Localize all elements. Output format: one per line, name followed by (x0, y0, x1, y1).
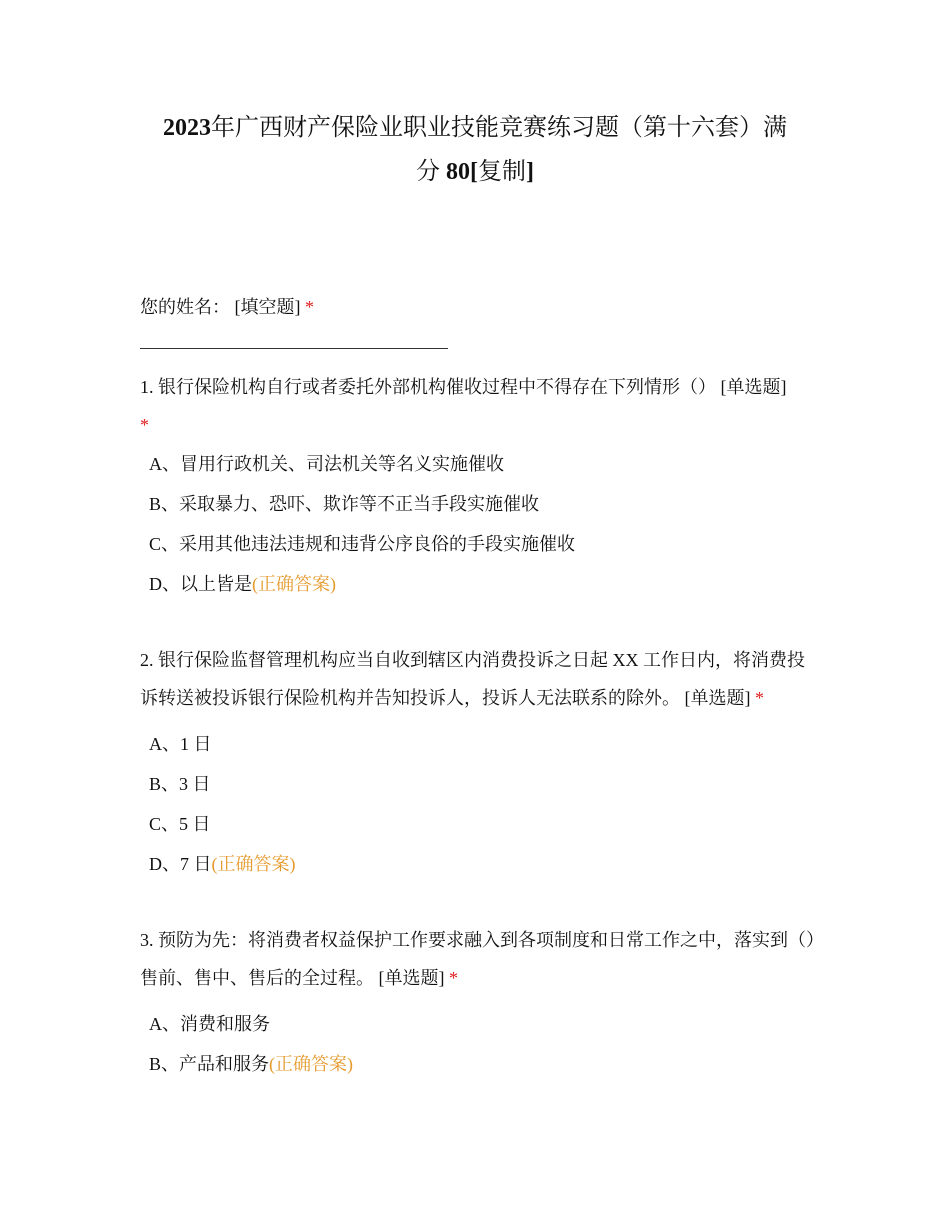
name-label: 您的姓名： (140, 297, 230, 317)
option-text: C、5 日 (149, 814, 211, 834)
question-1 (140, 368, 815, 444)
correct-answer-mark: (正确答案) (211, 854, 296, 874)
title-score: 80 (446, 159, 470, 185)
required-mark: * (305, 297, 314, 317)
q1-option-b[interactable] (149, 492, 539, 516)
q2-option-c[interactable] (149, 812, 211, 836)
name-type: [填空题] (234, 297, 301, 317)
copy-label: 复制 (478, 159, 526, 185)
required-mark: * (140, 415, 149, 435)
option-text: A、消费和服务 (149, 1014, 270, 1034)
option-text: D、以上皆是 (149, 574, 252, 594)
option-text: A、1 日 (149, 734, 212, 754)
q2-option-b[interactable] (149, 772, 211, 796)
q2-option-d[interactable] (149, 852, 296, 876)
question-text: 2. 银行保险监督管理机构应当自收到辖区内消费投诉之日起 XX 工作日内，将消费投诉转送被投诉银行保险机构并告知投诉人，投诉人无法联系的除外。 [单选题] (140, 650, 805, 708)
question-text: 3. 预防为先：将消费者权益保护工作要求融入到各项制度和日常工作之中，落实到（）售前、售中、售后的全过程。 [单选题] (140, 930, 815, 988)
title-year: 2023 (163, 115, 211, 141)
option-text: A、冒用行政机关、司法机关等名义实施催收 (149, 454, 504, 474)
question-2 (140, 641, 815, 717)
question-3 (140, 921, 815, 997)
required-mark: * (449, 968, 458, 988)
option-text: B、采取暴力、恐吓、欺诈等不正当手段实施催收 (149, 494, 540, 514)
name-question (140, 288, 815, 326)
q3-option-b[interactable] (149, 1052, 353, 1076)
title-text-a: 年广西财产保险业职业技能竞赛练习题（第十六套）满 (211, 115, 787, 141)
correct-answer-mark: (正确答案) (252, 574, 336, 594)
option-text: B、3 日 (149, 774, 211, 794)
required-mark: * (755, 688, 764, 708)
option-text: C、采用其他违法违规和违背公序良俗的手段实施催收 (149, 534, 576, 554)
q2-option-a[interactable] (149, 732, 212, 756)
option-text: D、7 日 (149, 854, 212, 874)
name-input-line[interactable] (140, 348, 448, 349)
title-text-b: 分 (416, 159, 440, 185)
title-bracket-close: ] (526, 159, 534, 185)
question-text: 1. 银行保险机构自行或者委托外部机构催收过程中不得存在下列情形（） [单选题] (140, 377, 787, 397)
option-text: B、产品和服务 (149, 1054, 270, 1074)
correct-answer-mark: (正确答案) (269, 1054, 354, 1074)
title-bracket-open: [ (470, 159, 478, 185)
q3-option-a[interactable] (149, 1012, 270, 1036)
q1-option-a[interactable] (149, 452, 504, 476)
q1-option-c[interactable] (149, 532, 575, 556)
q1-option-d[interactable] (149, 572, 336, 596)
page-title (140, 106, 810, 194)
